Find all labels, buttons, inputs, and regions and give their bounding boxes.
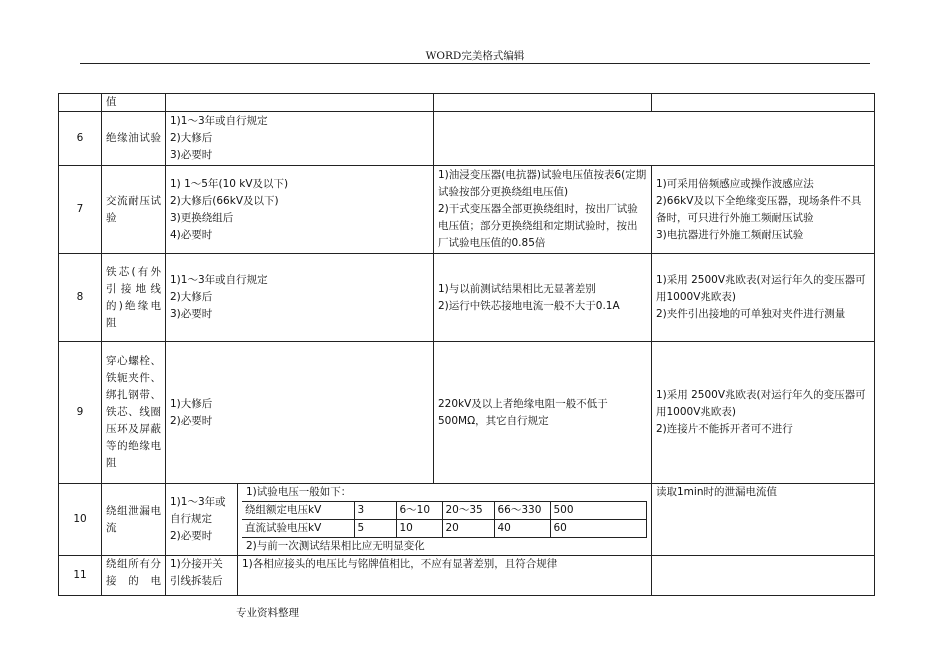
voltage-cell: 10 [396, 520, 442, 538]
requirement-line: 2)运行中铁芯接地电流一般不大于0.1A [438, 299, 620, 312]
requirement-line: 220kV及以上者绝缘电阻一般不低于500MΩ，其它自行规定 [438, 397, 608, 427]
voltage-cell: 66～330 [494, 502, 550, 520]
period-cell [166, 342, 434, 484]
requirement-end: 2)与前一次测试结果相比应无明显变化 [246, 540, 425, 552]
voltage-cell: 20～35 [442, 502, 494, 520]
requirement-cell [434, 94, 652, 112]
notes-cell [652, 94, 875, 112]
requirement-intro: 1)试验电压一般如下： [246, 486, 352, 498]
voltage-table [242, 501, 647, 538]
requirement-cell: 1)各相应接头的电压比与铭牌值相比，不应有显著差别，且符合规律 [238, 556, 652, 596]
no-cell: 7 [59, 166, 102, 254]
notes-cell [652, 342, 875, 484]
period-cell [166, 484, 238, 556]
notes-cell: 读取1min时的泄漏电流值 [652, 484, 875, 556]
voltage-row-rated [242, 502, 647, 520]
voltage-cell: 5 [354, 520, 396, 538]
notes-line: 1)采用 2500V兆欧表(对运行年久的变压器可用1000V兆欧表) [656, 274, 866, 303]
no-cell: 6 [59, 112, 102, 166]
voltage-label: 绕组额定电压kV [242, 502, 354, 520]
period-line: 3)必要时 [170, 308, 213, 320]
no-cell: 8 [59, 254, 102, 342]
requirement-cell [238, 484, 652, 556]
notes-line: 2)66kV及以下全绝缘变压器，现场条件不具备时，可只进行外施工频耐压试验 [656, 194, 862, 224]
period-line: 3)更换绕组后 [170, 211, 234, 224]
header-divider [80, 63, 870, 64]
no-cell: 10 [59, 484, 102, 556]
page-header-title: WORD完美格式编辑 [425, 50, 525, 62]
item-cell: 交流耐压试验 [102, 166, 166, 254]
period-cell [166, 166, 434, 254]
notes-line: 1)采用 2500V兆欧表(对运行年久的变压器可用1000V兆欧表) [656, 389, 866, 418]
period-line: 2)大修后 [170, 291, 213, 303]
period-cell: 1)分接开关引线拆装后 [166, 556, 238, 596]
item-cell: 绝缘油试验 [102, 112, 166, 166]
item-cell: 绕组所有分接的电 [102, 556, 166, 596]
item-cell: 值 [102, 94, 166, 112]
item-cell: 绕组泄漏电流 [102, 484, 166, 556]
period-cell [166, 112, 434, 166]
voltage-cell: 40 [494, 520, 550, 538]
table-row [59, 166, 875, 254]
voltage-cell: 60 [550, 520, 647, 538]
period-line: 1)1～3年或自行规定 [170, 274, 268, 286]
period-cell [166, 94, 434, 112]
period-line: 3)必要时 [170, 149, 213, 161]
notes-line: 2)夹件引出接地的可单独对夹件进行测量 [656, 308, 846, 320]
requirement-cell [434, 254, 652, 342]
item-cell: 铁芯(有外引接地线的)绝缘电阻 [102, 254, 166, 342]
period-line: 2)大修后(66kV及以下) [170, 194, 279, 207]
requirement-line: 1)与以前测试结果相比无显著差别 [438, 282, 596, 295]
no-cell [59, 94, 102, 112]
voltage-cell: 500 [550, 502, 647, 520]
test-spec-table [58, 93, 875, 596]
no-cell: 11 [59, 556, 102, 596]
voltage-cell: 20 [442, 520, 494, 538]
table-row [59, 556, 875, 596]
page-footer-text: 专业资料整理 [236, 607, 299, 619]
table-row [59, 94, 875, 112]
notes-cell [652, 254, 875, 342]
table-row [59, 112, 875, 166]
notes-line: 1)可采用倍频感应或操作波感应法 [656, 177, 814, 190]
voltage-cell: 6～10 [396, 502, 442, 520]
period-line: 2)必要时 [170, 530, 213, 542]
period-line: 1)大修后 [170, 397, 213, 410]
requirement-line: 1)油浸变压器(电抗器)试验电压值按表6(定期试验按部分更换绕组电压值) [438, 169, 647, 198]
requirement-line: 2)干式变压器全部更换绕组时，按出厂试验电压值；部分更换绕组和定期试验时，按出厂试验电压值的0.85倍 [438, 203, 638, 249]
no-cell: 9 [59, 342, 102, 484]
period-line: 1)1～3年或自行规定 [170, 496, 226, 525]
requirement-cell [434, 112, 875, 166]
voltage-label: 直流试验电压kV [242, 520, 354, 538]
table-row [59, 484, 875, 556]
notes-cell [652, 556, 875, 596]
period-line: 1) 1～5年(10 kV及以下) [170, 177, 289, 190]
period-line: 4)必要时 [170, 228, 213, 241]
requirement-cell [434, 166, 652, 254]
voltage-cell: 3 [354, 502, 396, 520]
notes-line: 3)电抗器进行外施工频耐压试验 [656, 228, 804, 241]
period-line: 2)必要时 [170, 414, 213, 427]
item-cell: 穿心螺栓、铁轭夹件、绑扎钢带、铁芯、线圈压环及屏蔽等的绝缘电阻 [102, 342, 166, 484]
notes-cell [652, 166, 875, 254]
period-line: 2)大修后 [170, 132, 213, 144]
table-row [59, 254, 875, 342]
voltage-row-dc [242, 520, 647, 538]
period-cell [166, 254, 434, 342]
requirement-cell [434, 342, 652, 484]
table-row [59, 342, 875, 484]
notes-line: 2)连接片不能拆开者可不进行 [656, 423, 793, 435]
period-line: 1)1～3年或自行规定 [170, 115, 268, 127]
